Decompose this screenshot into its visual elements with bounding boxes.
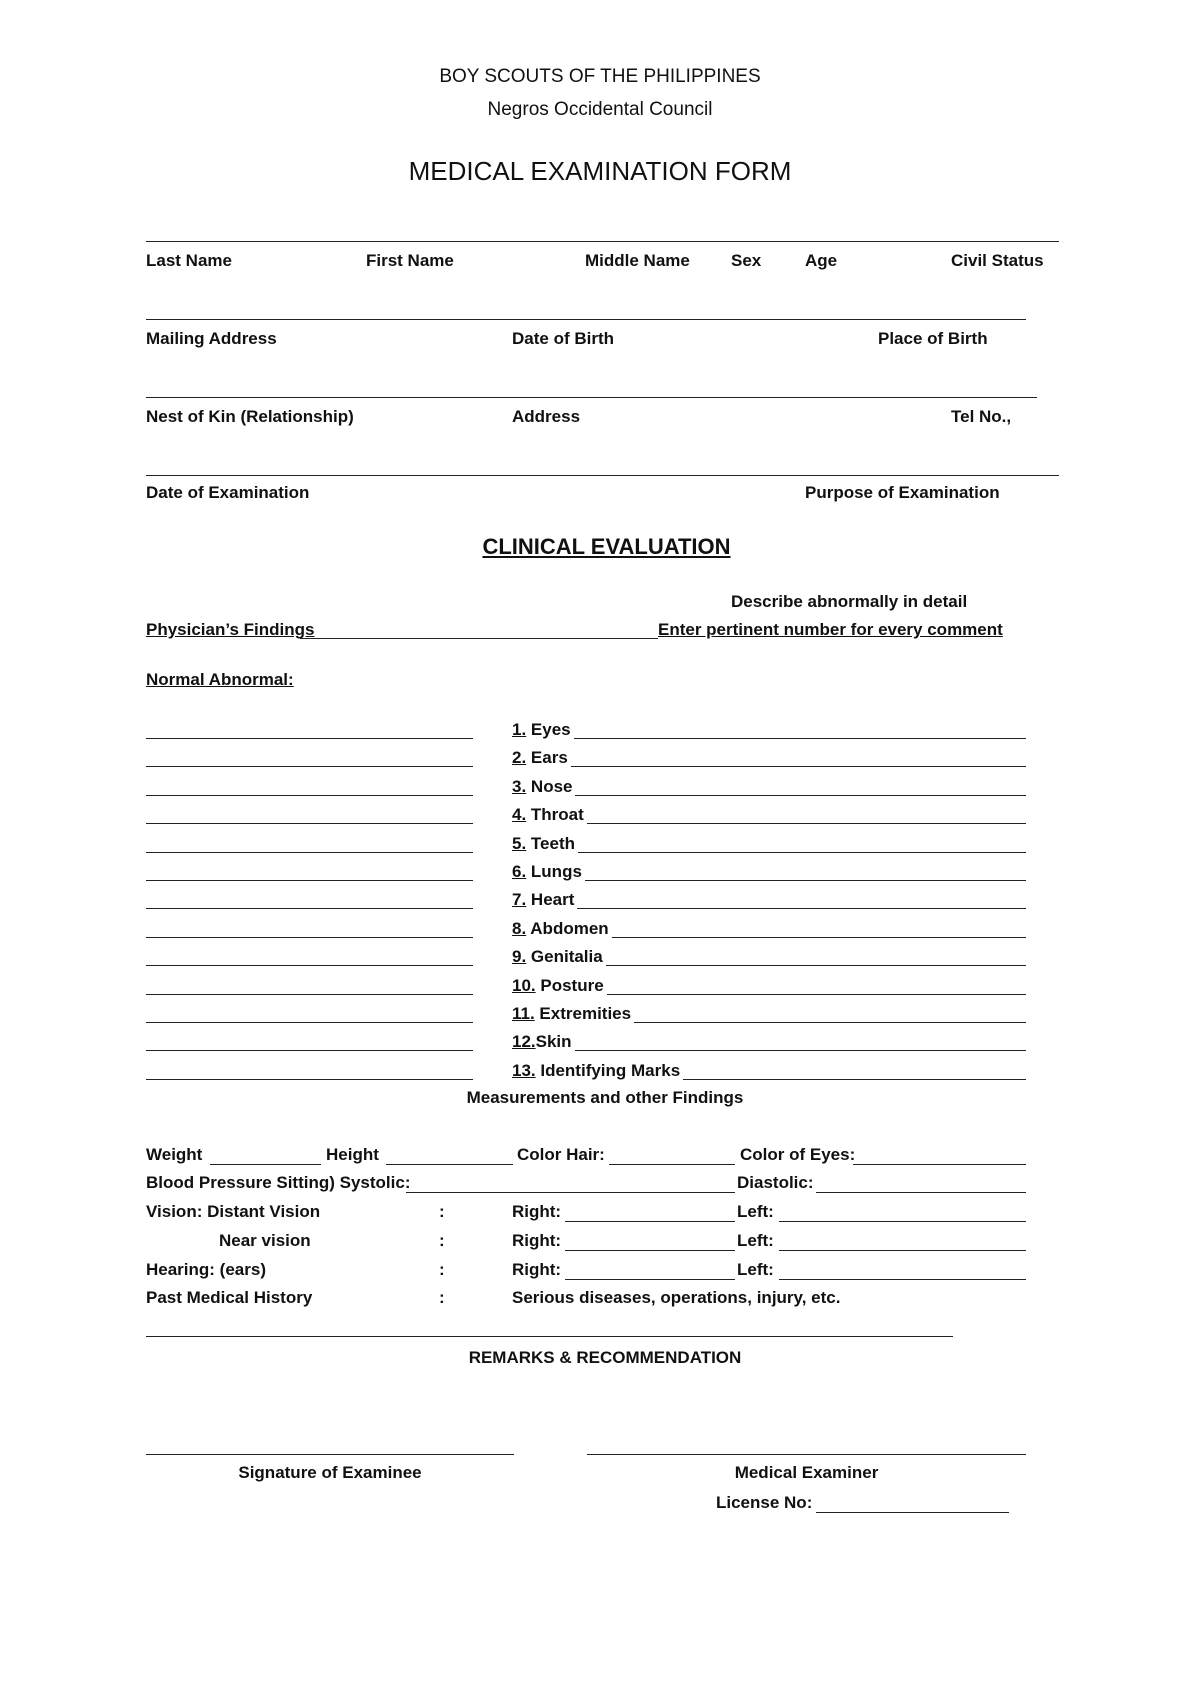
clinical-item-name: Nose [526, 776, 573, 796]
examinee-signature-line[interactable] [146, 1454, 514, 1455]
remarks-title: REMARKS & RECOMMENDATION [468, 1348, 742, 1367]
normal-abnormal-field[interactable] [146, 937, 473, 938]
clinical-comment-field[interactable] [606, 965, 1026, 966]
label-bp-systolic: Blood Pressure Sitting) Systolic: [146, 1173, 411, 1192]
label-left: Left: [737, 1260, 774, 1279]
past-history-note: Serious diseases, operations, injury, etc. [512, 1288, 841, 1307]
label-date-of-birth: Date of Birth [512, 329, 614, 348]
clinical-item-name: Lungs [526, 862, 582, 881]
label-tel-no: Tel No., [951, 407, 1012, 426]
clinical-item-name: Posture [535, 975, 604, 995]
colon: : [439, 1260, 445, 1279]
label-diastolic: Diastolic: [737, 1173, 814, 1192]
clinical-item-number: 12. [512, 1032, 536, 1052]
clinical-comment-field[interactable] [575, 795, 1026, 796]
label-civil-status: Civil Status [951, 251, 1044, 270]
line-kin-row[interactable] [146, 397, 1037, 398]
label-color-hair: Color Hair: [517, 1145, 605, 1164]
clinical-item-name: Skin [535, 1032, 572, 1052]
color-hair-field[interactable] [609, 1164, 735, 1165]
enter-pertinent-number: Enter pertinent number for every comment [658, 620, 1003, 639]
clinical-item-number: 9. [512, 947, 527, 967]
normal-abnormal-field[interactable] [146, 1050, 473, 1051]
clinical-title: CLINICAL EVALUATION [482, 534, 731, 559]
clinical-comment-field[interactable] [607, 994, 1026, 995]
clinical-item-number: 4. [512, 805, 527, 825]
clinical-item-label [512, 1032, 572, 1052]
label-address: Address [512, 407, 581, 426]
label-vision-distant: Vision: Distant Vision [146, 1202, 321, 1221]
label-age: Age [805, 251, 838, 270]
near-left-field[interactable] [779, 1250, 1026, 1251]
line-exam-row[interactable] [146, 475, 1059, 476]
clinical-item-label [512, 720, 571, 740]
hearing-right-field[interactable] [565, 1279, 735, 1280]
clinical-item-label [512, 834, 575, 854]
label-height: Height [326, 1145, 379, 1164]
normal-abnormal-field[interactable] [146, 795, 473, 796]
label-first-name: First Name [366, 251, 454, 270]
normal-abnormal-field[interactable] [146, 1079, 473, 1080]
clinical-comment-field[interactable] [585, 880, 1026, 881]
label-left: Left: [737, 1202, 774, 1221]
normal-abnormal-field[interactable] [146, 852, 473, 853]
colon: : [439, 1288, 445, 1307]
form-title: MEDICAL EXAMINATION FORM [408, 156, 792, 186]
clinical-comment-field[interactable] [578, 852, 1026, 853]
clinical-item-name: Extremities [534, 1004, 632, 1023]
normal-abnormal-field[interactable] [146, 908, 473, 909]
label-color-eyes: Color of Eyes: [740, 1145, 856, 1164]
label-weight: Weight [146, 1145, 203, 1164]
past-history-field[interactable] [146, 1336, 953, 1337]
line-name-row[interactable] [146, 241, 1059, 242]
clinical-item-label [512, 805, 584, 825]
hearing-left-field[interactable] [779, 1279, 1026, 1280]
label-last-name: Last Name [146, 251, 232, 270]
clinical-item-name: Ears [526, 748, 568, 768]
clinical-item-name: Teeth [526, 833, 575, 853]
license-field[interactable] [816, 1512, 1009, 1513]
normal-abnormal-field[interactable] [146, 738, 473, 739]
label-physician-findings: Physician’s Findings [146, 620, 315, 639]
systolic-field[interactable] [406, 1192, 735, 1193]
colon: : [439, 1202, 445, 1221]
council-name: Negros Occidental Council [487, 99, 713, 120]
normal-abnormal-field[interactable] [146, 766, 473, 767]
clinical-item-label [512, 862, 582, 882]
label-near-vision: Near vision [219, 1231, 311, 1250]
clinical-item-label [512, 777, 572, 797]
diastolic-field[interactable] [816, 1192, 1026, 1193]
colon: : [439, 1231, 445, 1250]
normal-abnormal-field[interactable] [146, 994, 473, 995]
clinical-comment-field[interactable] [577, 908, 1026, 909]
label-right: Right: [512, 1231, 562, 1250]
clinical-item-name: Identifying Marks [535, 1060, 681, 1080]
clinical-item-name: Genitalia [526, 947, 603, 967]
label-left: Left: [737, 1231, 774, 1250]
clinical-item-name: Eyes [526, 720, 571, 739]
near-right-field[interactable] [565, 1250, 735, 1251]
clinical-item-number: 8. [512, 918, 527, 938]
clinical-item-label [512, 1061, 680, 1081]
clinical-item-number: 2. [512, 748, 527, 768]
clinical-item-label [512, 1004, 631, 1024]
clinical-comment-field[interactable] [683, 1079, 1026, 1080]
label-signature-examinee: Signature of Examinee [238, 1463, 422, 1482]
label-right: Right: [512, 1202, 562, 1221]
clinical-item-number: 6. [512, 862, 527, 881]
org-name: BOY SCOUTS OF THE PHILIPPINES [439, 66, 761, 87]
label-license: License No: [716, 1493, 813, 1512]
normal-abnormal-field[interactable] [146, 965, 473, 966]
clinical-item-number: 7. [512, 890, 527, 910]
label-purpose-of-exam: Purpose of Examination [805, 483, 1000, 502]
clinical-item-number: 5. [512, 833, 527, 853]
label-place-of-birth: Place of Birth [878, 329, 988, 348]
measurements-title: Measurements and other Findings [466, 1088, 744, 1107]
describe-abnormal: Describe abnormally in detail [731, 592, 968, 611]
clinical-comment-field[interactable] [634, 1022, 1026, 1023]
clinical-item-number: 13. [512, 1060, 536, 1080]
color-eyes-field[interactable] [853, 1164, 1026, 1165]
clinical-comment-field[interactable] [575, 1050, 1026, 1051]
examiner-signature-line[interactable] [587, 1454, 1026, 1455]
label-mailing-address: Mailing Address [146, 329, 277, 348]
normal-abnormal-field[interactable] [146, 1022, 473, 1023]
height-field[interactable] [386, 1164, 513, 1165]
clinical-item-label [512, 976, 604, 996]
distant-left-field[interactable] [779, 1221, 1026, 1222]
clinical-comment-field[interactable] [574, 738, 1026, 739]
clinical-item-number: 1. [512, 720, 527, 739]
weight-field[interactable] [210, 1164, 321, 1165]
clinical-item-name: Heart [526, 890, 575, 910]
clinical-comment-field[interactable] [571, 766, 1026, 767]
normal-abnormal-field[interactable] [146, 880, 473, 881]
clinical-item-label [512, 947, 603, 967]
label-date-of-exam: Date of Examination [146, 483, 310, 502]
clinical-item-name: Abdomen [526, 918, 609, 938]
clinical-item-number: 3. [512, 776, 527, 796]
distant-right-field[interactable] [565, 1221, 735, 1222]
clinical-item-name: Throat [526, 805, 584, 825]
line-address-row[interactable] [146, 319, 1026, 320]
clinical-item-label [512, 890, 574, 910]
label-middle-name: Middle Name [585, 251, 690, 270]
normal-abnormal-field[interactable] [146, 823, 473, 824]
clinical-item-number: 10. [512, 975, 536, 995]
clinical-item-label [512, 919, 609, 939]
label-right: Right: [512, 1260, 562, 1279]
label-sex: Sex [731, 251, 762, 270]
label-next-of-kin: Nest of Kin (Relationship) [146, 407, 354, 426]
label-medical-examiner: Medical Examiner [734, 1463, 879, 1482]
clinical-comment-field[interactable] [612, 937, 1026, 938]
clinical-comment-field[interactable] [587, 823, 1026, 824]
clinical-item-label [512, 748, 568, 768]
label-hearing: Hearing: (ears) [146, 1260, 266, 1279]
label-past-history: Past Medical History [146, 1288, 313, 1307]
label-normal-abnormal: Normal Abnormal: [146, 670, 294, 689]
line-physician-findings [300, 638, 658, 639]
clinical-item-number: 11. [512, 1004, 535, 1023]
